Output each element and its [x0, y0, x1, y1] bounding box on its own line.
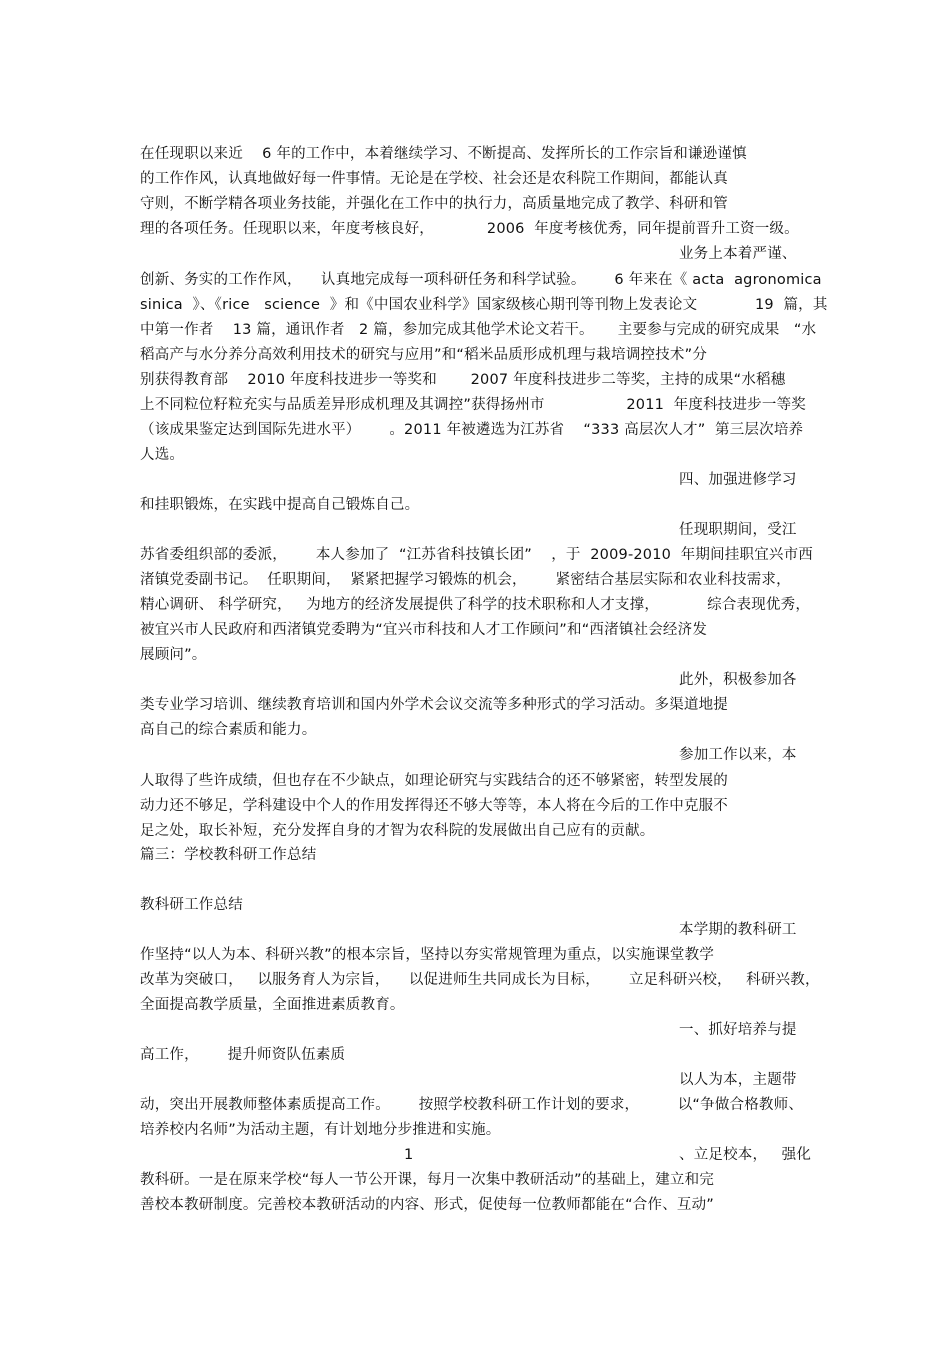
paragraph-start-line: 、立足校本， 强化	[679, 1147, 812, 1163]
text-line: 被宜兴市人民政府和西渚镇党委聘为“宜兴市科技和人才工作顾问”和“西渚镇社会经济发	[140, 622, 708, 638]
text-line: 苏省委组织部的委派， 本人参加了 “江苏省科技镇长团” ，于 2009-2010 年期间挂职宜兴市西	[140, 547, 814, 563]
text-line: 别获得教育部 2010 年度科技进步一等奖和 2007 年度科技进步二等奖，主持的成果“水稻穗	[140, 372, 786, 388]
paragraph-start-line: 参加工作以来，本	[679, 747, 797, 763]
text-line: 中第一作者 13 篇，通讯作者 2 篇，参加完成其他学术论文若干。 主要参与完成的研究成果 “水	[140, 322, 817, 338]
document-title: 教科研工作总结	[140, 897, 243, 913]
paragraph-start-line: 此外，积极参加各	[679, 672, 797, 688]
text-line: 动，突出开展教师整体素质提高工作。 按照学校教科研工作计划的要求， 以“争做合格教师、	[140, 1097, 804, 1113]
text-line: 人选。	[140, 447, 185, 463]
text-line: 教科研。一是在原来学校“每人一节公开课，每月一次集中教研活动”的基础上，建立和完	[140, 1172, 715, 1188]
text-line: （该成果鉴定达到国际先进水平） 。2011 年被遴选为江苏省 “333 高层次人才” 第三层次培养	[140, 422, 804, 438]
text-line: 和挂职锻炼，在实践中提高自己锻炼自己。	[140, 497, 420, 513]
text-line: 创新、务实的工作作风， 认真地完成每一项科研任务和科学试验。 6 年来在《 acta agronomica	[140, 272, 822, 288]
text-line: 展顾问”。	[140, 647, 207, 663]
text-line: 的工作作风，认真地做好每一件事情。无论是在学校、社会还是农科院工作期间，都能认真	[140, 171, 728, 187]
text-line: 高自己的综合素质和能力。	[140, 722, 317, 738]
list-number: 1	[404, 1147, 414, 1163]
text-line: 在任现职以来近 6 年的工作中，本着继续学习、不断提高、发挥所长的工作宗旨和谦逊谨慎	[140, 146, 747, 162]
text-line: 守则，不断学精各项业务技能，并强化在工作中的执行力，高质量地完成了教学、科研和管	[140, 196, 728, 212]
text-line: 人取得了些许成绩，但也存在不少缺点，如理论研究与实践结合的还不够紧密，转型发展的	[140, 773, 728, 789]
section-heading-line: 四、加强进修学习	[679, 472, 797, 488]
text-line: 改革为突破口， 以服务育人为宗旨， 以促进师生共同成长为目标， 立足科研兴校， 科研兴教，	[140, 972, 820, 988]
text-line: 动力还不够足，学科建设中个人的作用发挥得还不够大等等，本人将在今后的工作中克服不	[140, 798, 728, 814]
paragraph-start-line: 业务上本着严谨、	[679, 246, 797, 262]
text-line: 善校本教研制度。完善校本教研活动的内容、形式，促使每一位教师都能在“合作、互动”	[140, 1197, 715, 1213]
text-line: 高工作， 提升师资队伍素质	[140, 1047, 346, 1063]
paragraph-start-line: 本学期的教科研工	[679, 922, 797, 938]
text-line: 稻高产与水分养分高效利用技术的研究与应用”和“稻米品质形成机理与栽培调控技术”分	[140, 347, 708, 363]
text-line: 类专业学习培训、继续教育培训和国内外学术会议交流等多种形式的学习活动。多渠道地提	[140, 697, 728, 713]
paragraph-start-line: 以人为本，主题带	[679, 1072, 797, 1088]
section-heading-line: 一、抓好培养与提	[679, 1022, 797, 1038]
text-line: 培养校内名师”为活动主题，有计划地分步推进和实施。	[140, 1122, 501, 1138]
text-line: 上不同粒位籽粒充实与品质差异形成机理及其调控”获得扬州市 2011 年度科技进步一等奖	[140, 397, 806, 413]
text-line: 精心调研、 科学研究， 为地方的经济发展提供了科学的技术职称和人才支撑， 综合表现优秀，	[140, 597, 811, 613]
section-title: 篇三：学校教科研工作总结	[140, 847, 317, 863]
text-line: sinica 》、《rice science 》和《中国农业科学》国家级核心期刊等刊物上发表论文 19 篇，其	[140, 297, 828, 313]
text-line: 理的各项任务。任现职以来，年度考核良好， 2006 年度考核优秀，同年提前晋升工资一级。	[140, 221, 799, 237]
paragraph-start-line: 任现职期间，受江	[679, 522, 797, 538]
text-line: 足之处，取长补短，充分发挥自身的才智为农科院的发展做出自己应有的贡献。	[140, 823, 655, 839]
text-line: 全面提高教学质量，全面推进素质教育。	[140, 997, 405, 1013]
text-line: 渚镇党委副书记。 任职期间， 紧紧把握学习锻炼的机会， 紧密结合基层实际和农业科技需求，	[140, 572, 791, 588]
text-line: 作坚持“以人为本、科研兴教”的根本宗旨，坚持以夯实常规管理为重点，以实施课堂教学	[140, 947, 715, 963]
